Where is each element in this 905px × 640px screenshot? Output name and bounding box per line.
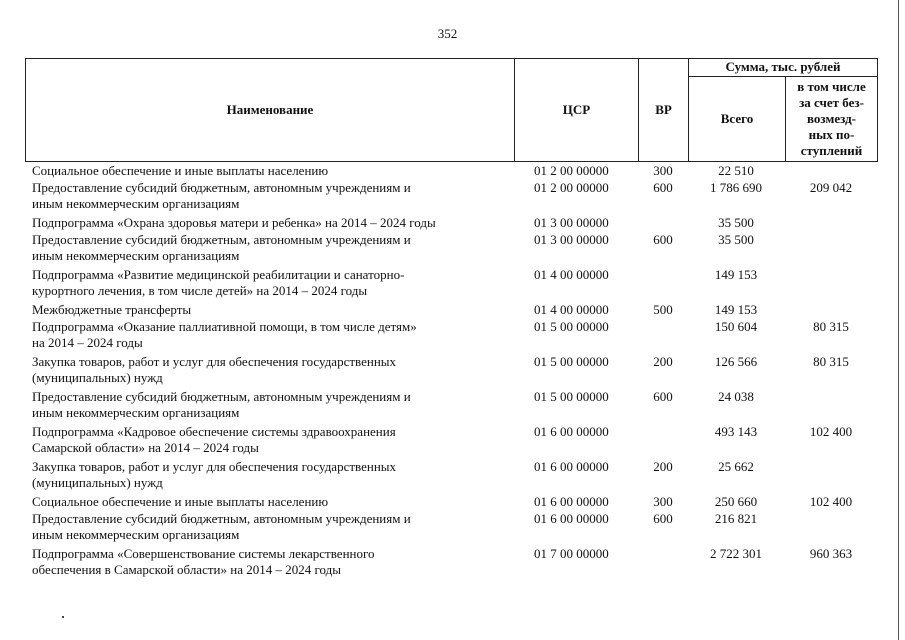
row-name xyxy=(32,424,512,456)
row-name-line: Закупка товаров, работ и услуг для обеспечения государственных xyxy=(32,354,397,369)
row-incl: 80 315 xyxy=(813,319,849,334)
header-right-border xyxy=(877,58,878,162)
row-name-line: (муниципальных) нужд xyxy=(32,370,163,385)
row-name xyxy=(32,546,512,578)
row-name-line: (муниципальных) нужд xyxy=(32,475,163,490)
row-name-line: Межбюджетные трансферты xyxy=(32,302,192,317)
page-number: 352 xyxy=(437,26,458,41)
row-vr: 600 xyxy=(653,232,673,247)
row-name-line: Социальное обеспечение и иные выплаты населению xyxy=(32,163,329,178)
row-csr: 01 6 00 00000 xyxy=(534,459,609,474)
header-sum-group: Сумма, тыс. рублей xyxy=(725,59,841,74)
row-name-line: Предоставление субсидий бюджетным, автономным учреждениям и xyxy=(32,232,411,247)
row-csr: 01 7 00 00000 xyxy=(534,546,609,561)
header-bottom-border xyxy=(25,161,878,162)
row-total: 25 662 xyxy=(718,459,754,474)
row-name-line: Самарской области» на 2014 – 2024 годы xyxy=(32,440,259,455)
header-incl xyxy=(786,77,877,161)
row-name xyxy=(32,180,512,212)
row-name xyxy=(32,319,512,351)
header-incl-line: возмезд- xyxy=(807,111,856,126)
row-incl: 102 400 xyxy=(809,494,853,509)
page-edge-line xyxy=(898,0,899,640)
row-csr: 01 6 00 00000 xyxy=(534,494,609,509)
row-total: 216 821 xyxy=(714,511,758,526)
row-name-line: Предоставление субсидий бюджетным, автономным учреждениям и xyxy=(32,389,411,404)
row-name xyxy=(32,494,512,510)
row-csr: 01 3 00 00000 xyxy=(534,232,609,247)
row-total: 35 500 xyxy=(718,232,754,247)
row-name-line: иным некоммерческим организациям xyxy=(32,527,240,542)
header-name: Наименование xyxy=(226,101,314,117)
row-name-line: курортного лечения, в том числе детей» на 2014 – 2024 годы xyxy=(32,283,368,298)
row-total: 35 500 xyxy=(718,215,754,230)
row-name xyxy=(32,354,512,386)
row-name-line: Закупка товаров, работ и услуг для обеспечения государственных xyxy=(32,459,397,474)
row-csr: 01 2 00 00000 xyxy=(534,163,609,178)
row-total: 126 566 xyxy=(714,354,758,369)
row-vr: 500 xyxy=(653,302,673,317)
row-name xyxy=(32,302,512,318)
row-csr: 01 5 00 00000 xyxy=(534,354,609,369)
header-incl-line: ступлений xyxy=(800,143,863,158)
header-incl-line: в том числе xyxy=(797,79,866,94)
row-vr: 600 xyxy=(653,511,673,526)
row-csr: 01 3 00 00000 xyxy=(534,215,609,230)
header-csr: ЦСР xyxy=(562,101,591,117)
row-name-line: Социальное обеспечение и иные выплаты населению xyxy=(32,494,329,509)
row-name xyxy=(32,163,512,179)
row-incl: 80 315 xyxy=(813,354,849,369)
row-name-line: иным некоммерческим организациям xyxy=(32,405,240,420)
row-vr: 300 xyxy=(653,163,673,178)
row-name-line: Подпрограмма «Кадровое обеспечение системы здравоохранения xyxy=(32,424,396,439)
scan-dot xyxy=(62,616,64,618)
row-total: 149 153 xyxy=(714,302,758,317)
row-vr: 600 xyxy=(653,389,673,404)
row-total: 493 143 xyxy=(714,424,758,439)
row-name-line: Подпрограмма «Оказание паллиативной помощи, в том числе детям» xyxy=(32,319,417,334)
row-name-line: Предоставление субсидий бюджетным, автономным учреждениям и xyxy=(32,511,411,526)
row-name-line: Предоставление субсидий бюджетным, автономным учреждениям и xyxy=(32,180,411,195)
row-vr: 200 xyxy=(653,354,673,369)
row-csr: 01 5 00 00000 xyxy=(534,319,609,334)
row-csr: 01 5 00 00000 xyxy=(534,389,609,404)
row-name-line: Подпрограмма «Развитие медицинской реабилитации и санаторно- xyxy=(32,267,405,282)
header-total: Всего xyxy=(720,111,754,126)
table-header xyxy=(25,58,878,162)
row-csr: 01 6 00 00000 xyxy=(534,511,609,526)
row-name-line: Подпрограмма «Совершенствование системы лекарственного xyxy=(32,546,375,561)
row-name xyxy=(32,459,512,491)
row-name-line: обеспечения в Самарской области» на 2014 – 2024 годы xyxy=(32,562,341,577)
row-total: 149 153 xyxy=(714,267,758,282)
row-total: 250 660 xyxy=(714,494,758,509)
row-name xyxy=(32,511,512,543)
row-total: 2 722 301 xyxy=(710,546,762,561)
row-name-line: иным некоммерческим организациям xyxy=(32,196,240,211)
row-total: 22 510 xyxy=(718,163,754,178)
row-incl: 960 363 xyxy=(809,546,853,561)
row-vr: 200 xyxy=(653,459,673,474)
header-vr: ВР xyxy=(655,101,672,117)
header-incl-line: за счет без- xyxy=(799,95,864,110)
row-total: 150 604 xyxy=(714,319,758,334)
row-incl: 102 400 xyxy=(809,424,853,439)
row-name-line: на 2014 – 2024 годы xyxy=(32,335,143,350)
row-csr: 01 6 00 00000 xyxy=(534,424,609,439)
row-name xyxy=(32,389,512,421)
row-vr: 600 xyxy=(653,180,673,195)
row-total: 24 038 xyxy=(718,389,754,404)
row-total: 1 786 690 xyxy=(710,180,762,195)
row-csr: 01 4 00 00000 xyxy=(534,302,609,317)
row-name xyxy=(32,215,512,231)
row-name xyxy=(32,267,512,299)
row-name xyxy=(32,232,512,264)
header-incl-line: ных по- xyxy=(808,127,855,142)
row-incl: 209 042 xyxy=(809,180,853,195)
row-csr: 01 4 00 00000 xyxy=(534,267,609,282)
row-name-line: Подпрограмма «Охрана здоровья матери и ребенка» на 2014 – 2024 годы xyxy=(32,215,436,230)
row-name-line: иным некоммерческим организациям xyxy=(32,248,240,263)
row-csr: 01 2 00 00000 xyxy=(534,180,609,195)
row-vr: 300 xyxy=(653,494,673,509)
